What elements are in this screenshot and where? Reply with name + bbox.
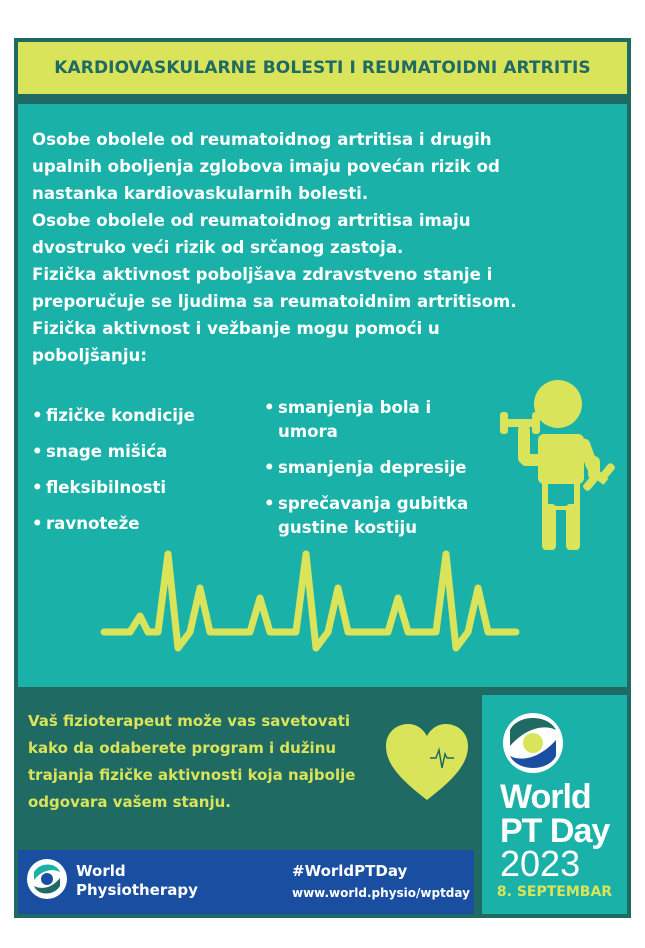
intro-line: poboljšanju:	[32, 346, 147, 365]
event-title-line1: World	[500, 778, 591, 816]
advice-text	[28, 708, 388, 816]
list-item: • smanjenja depresije	[264, 456, 468, 480]
event-year: 2023	[500, 843, 581, 884]
event-title-line2: PT Day	[500, 812, 610, 850]
intro-line: Osobe obolele od reumatoidnog artritisa imaju	[32, 211, 471, 230]
world-pt-day-logo-icon	[500, 710, 566, 776]
exercising-person-icon	[492, 372, 618, 554]
benefits-list-left	[32, 404, 195, 536]
advice-line: Vaš fizioterapeut može vas savetovati	[28, 712, 351, 730]
advice-line: trajanja fizičke aktivnosti koja najbolje	[28, 766, 356, 784]
list-item: • ravnoteže	[32, 512, 195, 536]
benefits-list-right	[264, 396, 468, 540]
advice-line: odgovara vašem stanju.	[28, 793, 231, 811]
list-item: • smanjenja bola i umora	[264, 396, 468, 444]
org-name: World Physiotherapy	[76, 862, 198, 899]
title-banner	[14, 38, 631, 98]
world-physiotherapy-logo-icon	[26, 858, 68, 900]
heart-icon	[384, 722, 470, 802]
intro-line: Fizička aktivnost i vežbanje mogu pomoći u	[32, 319, 440, 338]
intro-line: Fizička aktivnost poboljšava zdravstveno stanje i	[32, 265, 493, 284]
list-item: • fizičke kondicije	[32, 404, 195, 428]
intro-line: Osobe obolele od reumatoidnog artritisa i drugih	[32, 130, 492, 149]
heartbeat-line-icon	[100, 540, 520, 652]
event-date: 8. SEPTEMBAR	[496, 884, 613, 900]
page-title: KARDIOVASKULARNE BOLESTI I REUMATOIDNI ARTRITIS	[54, 58, 591, 78]
intro-line: nastanka kardiovaskularnih bolesti.	[32, 184, 369, 203]
intro-paragraph	[32, 126, 592, 369]
hashtag: #WorldPTDay	[292, 862, 408, 880]
list-item: • fleksibilnosti	[32, 476, 195, 500]
advice-line: kako da odaberete program i dužinu	[28, 739, 337, 757]
intro-line: preporučuje se ljudima sa reumatoidnim artritisom.	[32, 292, 517, 311]
intro-line: dvostruko veći rizik od srčanog zastoja.	[32, 238, 404, 257]
website-link[interactable]: www.world.physio/wptday	[292, 886, 470, 900]
list-item: • snage mišića	[32, 440, 195, 464]
list-item: • sprečavanja gubitka gustine kostiju	[264, 492, 468, 540]
intro-line: upalnih oboljenja zglobova imaju povećan rizik od	[32, 157, 500, 176]
